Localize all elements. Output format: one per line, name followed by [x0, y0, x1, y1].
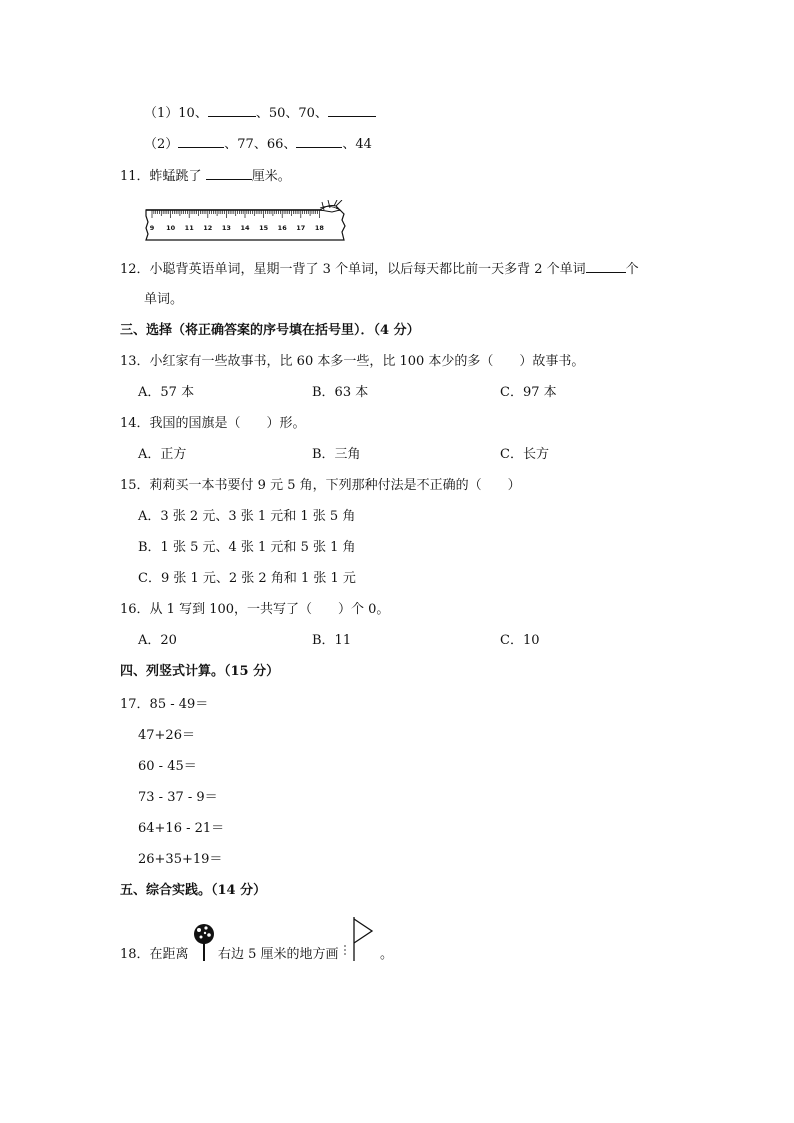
tree-icon — [190, 922, 218, 962]
q14-option-b[interactable]: B．三角 — [312, 447, 361, 462]
ruler-tick-label: 10 — [166, 224, 176, 232]
ruler-tick-label: 9 — [149, 224, 155, 232]
q17-item-1: 17．85 - 49＝ — [120, 697, 209, 712]
answer-blank[interactable] — [178, 134, 224, 148]
q13-option-b[interactable]: B．63 本 — [312, 385, 369, 400]
q13-option-a[interactable]: A．57 本 — [138, 385, 195, 400]
q16-option-b[interactable]: B．11 — [312, 633, 352, 648]
ruler-with-grasshopper — [144, 200, 350, 242]
answer-blank[interactable] — [328, 103, 376, 117]
answer-blank[interactable] — [206, 166, 252, 180]
q17-item-4: 73 - 37 - 9＝ — [138, 790, 218, 805]
ruler-tick-label: 12 — [203, 224, 213, 232]
q14-stem: 14．我国的国旗是（ ）形。 — [120, 416, 306, 431]
q15-option-c[interactable]: C．9 张 1 元、2 张 2 角和 1 张 1 元 — [138, 571, 356, 586]
q16-option-c[interactable]: C．10 — [500, 633, 540, 648]
q16-option-a[interactable]: A．20 — [138, 633, 177, 648]
answer-blank[interactable] — [586, 259, 626, 273]
q10-part1: （1）10、 、50、70、 — [144, 103, 376, 123]
q15-option-b[interactable]: B．1 张 5 元、4 张 1 元和 5 张 1 角 — [138, 540, 356, 555]
grasshopper-icon — [320, 200, 342, 212]
q18-before: 18．在距离 — [120, 947, 189, 962]
q16-stem: 16．从 1 写到 100，一共写了（ ）个 0。 — [120, 602, 390, 617]
q12-line1: 12．小聪背英语单词，星期一背了 3 个单词，以后每天都比前一天多背 2 个单词 个 — [120, 259, 639, 279]
answer-blank[interactable] — [296, 134, 342, 148]
ruler-tick-label: 11 — [184, 224, 194, 232]
ruler-tick-label: 13 — [221, 224, 231, 232]
section-title-practice: 五、综合实践。（14 分） — [120, 883, 267, 898]
ruler-tick-label: 14 — [240, 224, 250, 232]
q15-option-a[interactable]: A．3 张 2 元、3 张 1 元和 1 张 5 角 — [138, 509, 356, 524]
q13-stem: 13．小红家有一些故事书，比 60 本多一些，比 100 本少的多（ ）故事书。 — [120, 354, 585, 369]
q18-middle: 右边 5 厘米的地方画 — [218, 947, 339, 962]
q17-item-6: 26+35+19＝ — [138, 852, 223, 867]
q17-item-5: 64+16 - 21＝ — [138, 821, 225, 836]
q17-item-2: 47+26＝ — [138, 728, 195, 743]
q17-item-3: 60 - 45＝ — [138, 759, 197, 774]
ruler-tick-label: 16 — [277, 224, 287, 232]
q18-after: 。 — [380, 947, 394, 962]
q10-part2: （2） 、77、66、 、44 — [144, 134, 372, 154]
ruler-tick-label: 17 — [296, 224, 306, 232]
section-title-calculation: 四、列竖式计算。（15 分） — [120, 664, 280, 679]
ruler-icon — [144, 200, 350, 242]
ruler-tick-label: 18 — [314, 224, 324, 232]
flag-icon — [344, 915, 380, 965]
q15-stem: 15．莉莉买一本书要付 9 元 5 角，下列那种付法是不正确的（ ） — [120, 478, 521, 493]
ruler-tick-label: 15 — [259, 224, 269, 232]
q14-option-c[interactable]: C．长方 — [500, 447, 549, 462]
section-title-choice: 三、选择（将正确答案的序号填在括号里）．（4 分） — [120, 323, 420, 338]
q14-option-a[interactable]: A．正方 — [138, 447, 187, 462]
answer-blank[interactable] — [208, 103, 256, 117]
q11-stem: 11．蚱蜢跳了 厘米。 — [120, 166, 291, 186]
q13-option-c[interactable]: C．97 本 — [500, 385, 557, 400]
q12-line2: 单词。 — [144, 292, 184, 307]
